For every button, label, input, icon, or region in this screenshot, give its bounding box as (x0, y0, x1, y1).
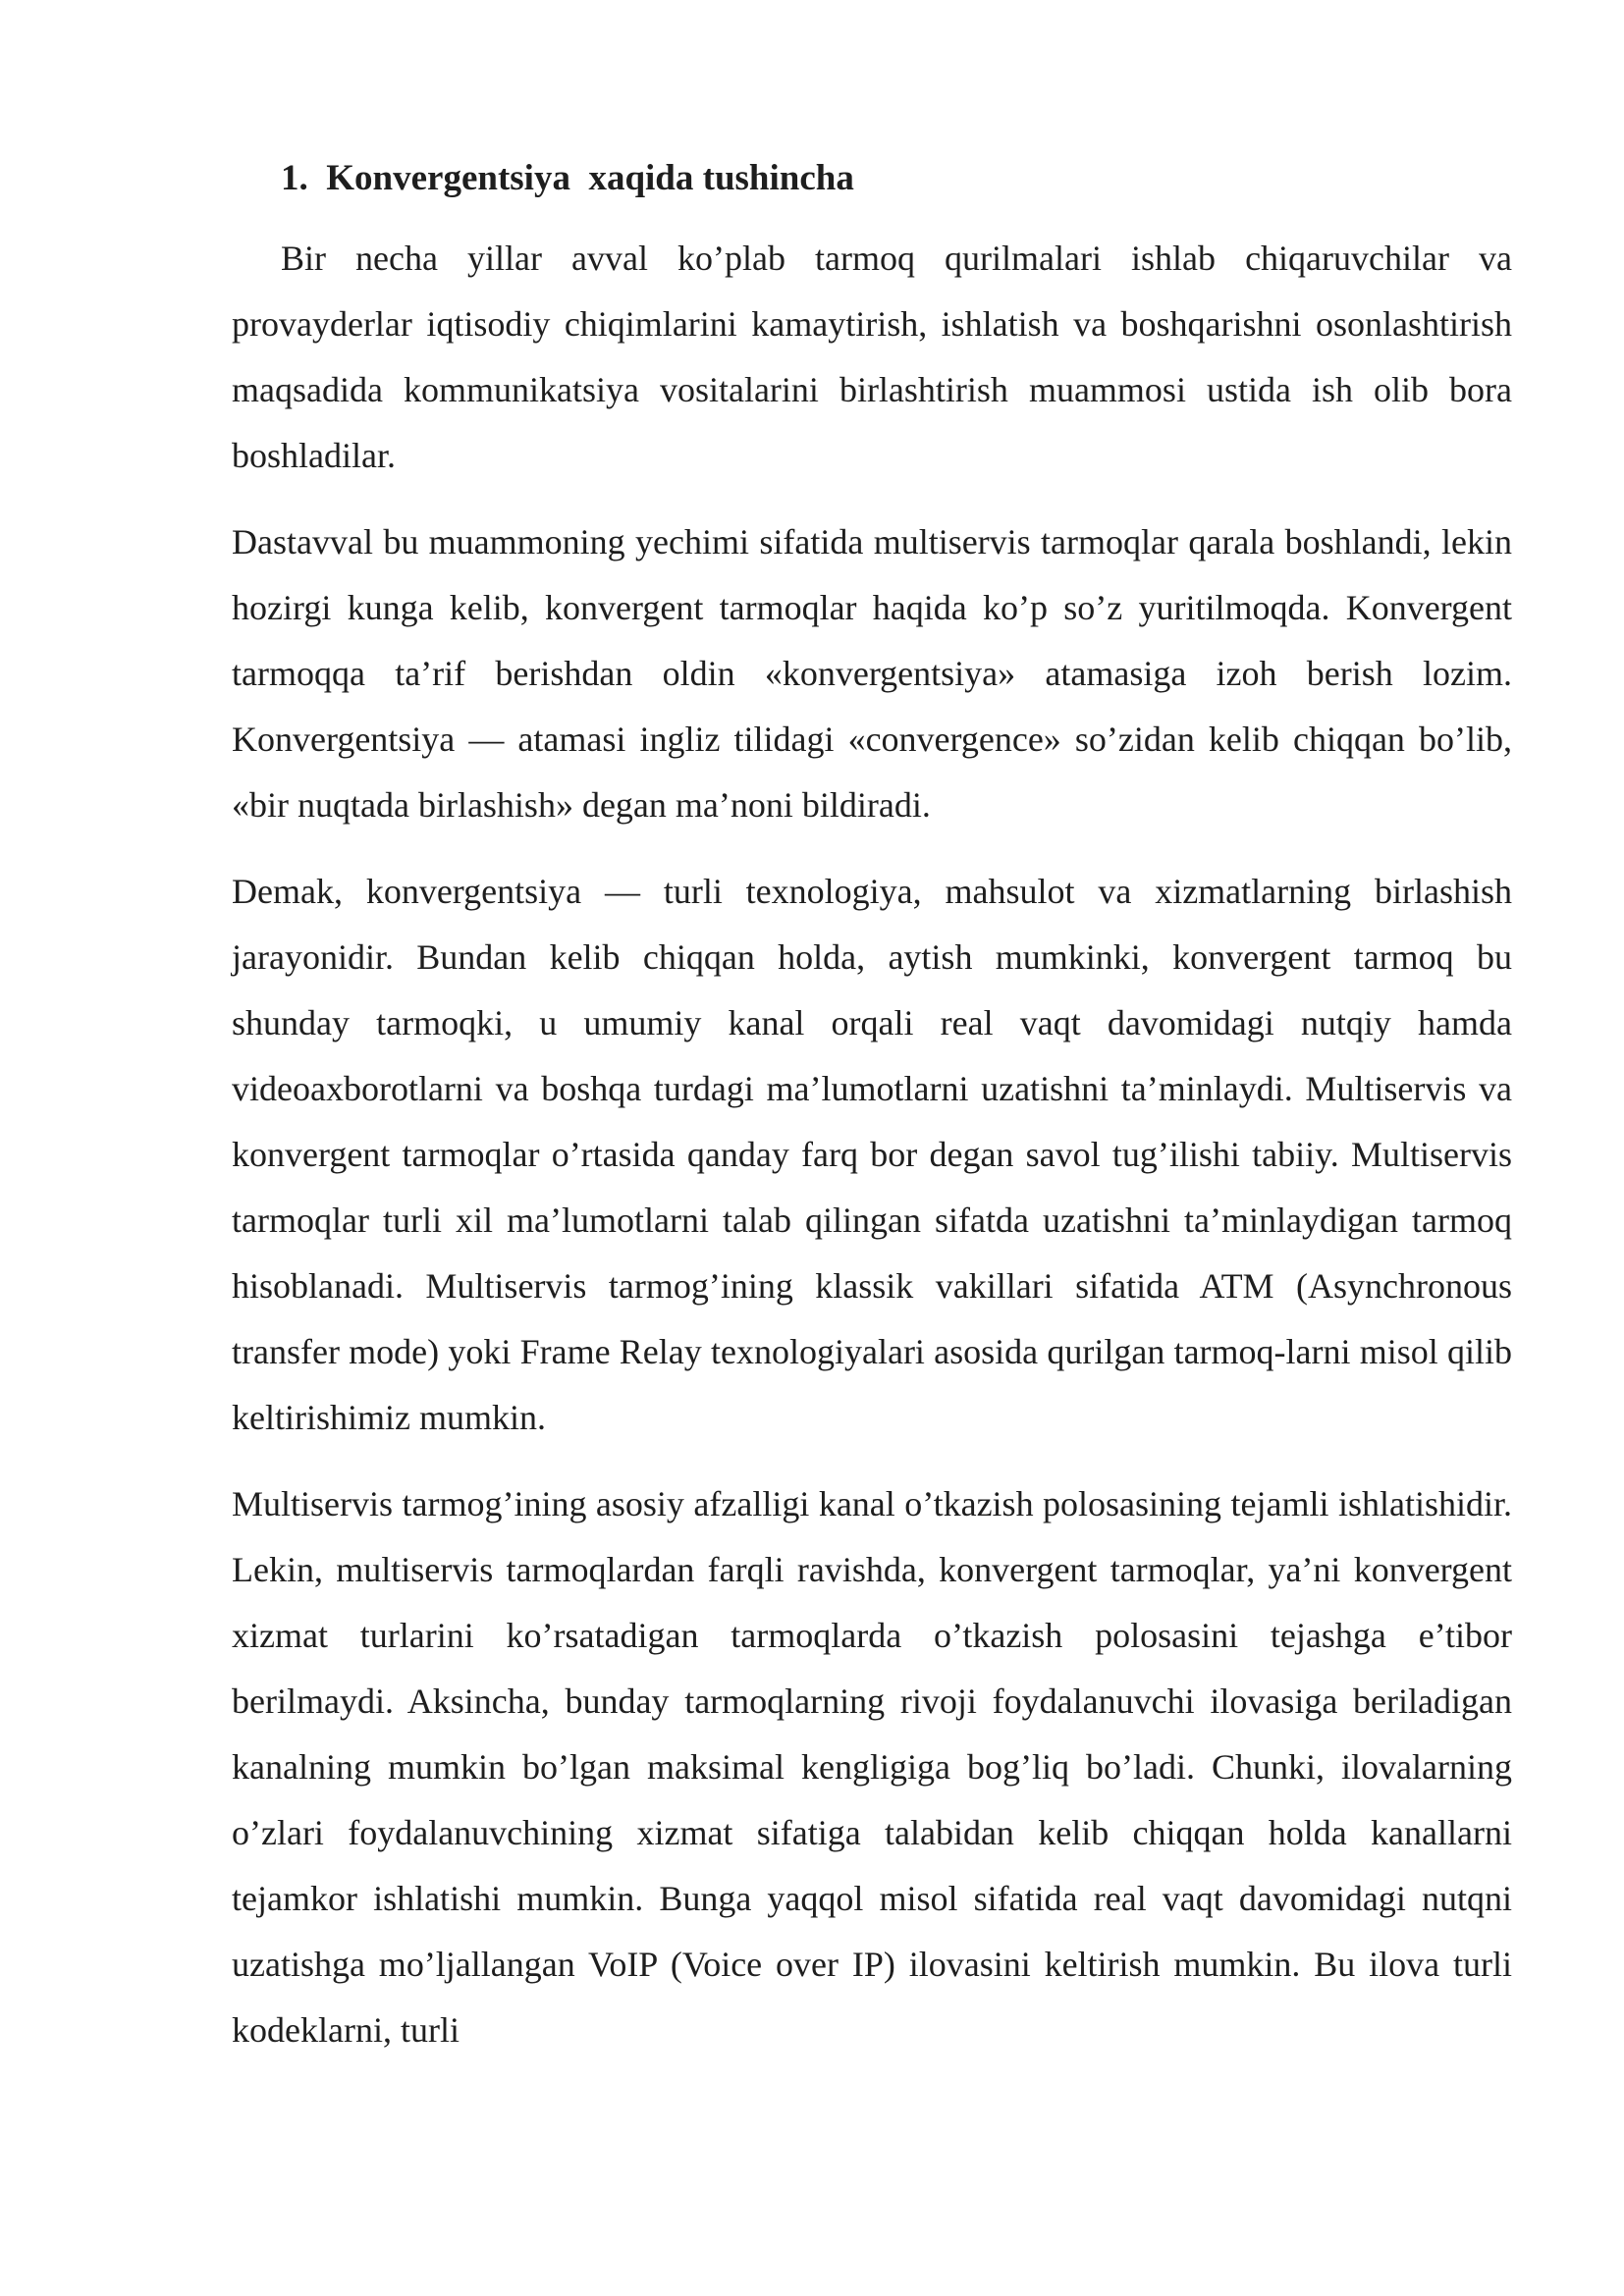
document-body (232, 147, 1512, 2084)
paragraph-4: Multiservis tarmog’ining asosiy afzalligi kanal o’tkazish polosasining tejamli ishlatishidir. Lekin, multiservis tarmoqlardan farqli ravishda, konvergent tarmoqlar, ya’ni konvergent xizmat turlarini ko’rsatadigan tarmoqlarda o’tkazish polosasini tejashga e’tibor berilmaydi. Aksincha, bunday tarmoqlarning rivoji foydalanuvchi ilovasiga beriladigan kanalning mumkin bo’lgan maksimal kengligiga bog’liq bo’ladi. Chunki, ilovalarning o’zlari foydalanuvchining xizmat sifatiga talabidan kelib chiqqan holda kanallarni tejamkor ishlatishi mumkin. Bunga yaqqol misol sifatida real vaqt davomidagi nutqni uzatishga mo’ljallangan VoIP (Voice over IP) ilovasini keltirish mumkin. Bu ilova turli kodeklarni, turli (232, 1484, 1512, 2050)
paragraph-2: Dastavval bu muammoning yechimi sifatida multiservis tarmoqlar qarala boshlandi, lekin hozirgi kunga kelib, konvergent tarmoqlar haqida ko’p so’z yuritilmoqda. Konvergent tarmoqqa ta’rif berishdan oldin «konvergentsiya» atamasiga izoh berish lozim. Konvergentsiya — atamasi ingliz tilidagi «convergence» so’zidan kelib chiqqan bo’lib, «bir nuqtada birlashish» degan ma’noni bildiradi. (232, 522, 1512, 825)
section-heading: 1. Konvergentsiya xaqida tushincha (281, 158, 854, 198)
paragraph-3: Demak, konvergentsiya — turli texnologiya, mahsulot va xizmatlarning birlashish jarayonidir. Bundan kelib chiqqan holda, aytish mumkinki, konvergent tarmoq bu shunday tarmoqki, u umumiy kanal orqali real vaqt davomidagi nutqiy hamda videoaxborotlarni va boshqa turdagi ma’lumotlarni uzatishni ta’minlaydi. Multiservis va konvergent tarmoqlar o’rtasida qanday farq bor degan savol tug’ilishi tabiiy. Multiservis tarmoqlar turli xil ma’lumotlarni talab qilingan sifatda uzatishni ta’minlaydigan tarmoq hisoblanadi. Multiservis tarmog’ining klassik vakillari sifatida ATM (Asynchronous transfer mode) yoki Frame Relay texnologiyalari asosida qurilgan tarmoq-larni misol qilib keltirishimiz mumkin. (232, 872, 1512, 1437)
paragraph-1: Bir necha yillar avval ko’plab tarmoq qurilmalari ishlab chiqaruvchilar va provayderlar iqtisodiy chiqimlarini kamaytirish, ishlatish va boshqarishni osonlashtirish maqsadida kommunikatsiya vositalarini birlashtirish muammosi ustida ish olib bora boshladilar. (232, 239, 1512, 475)
